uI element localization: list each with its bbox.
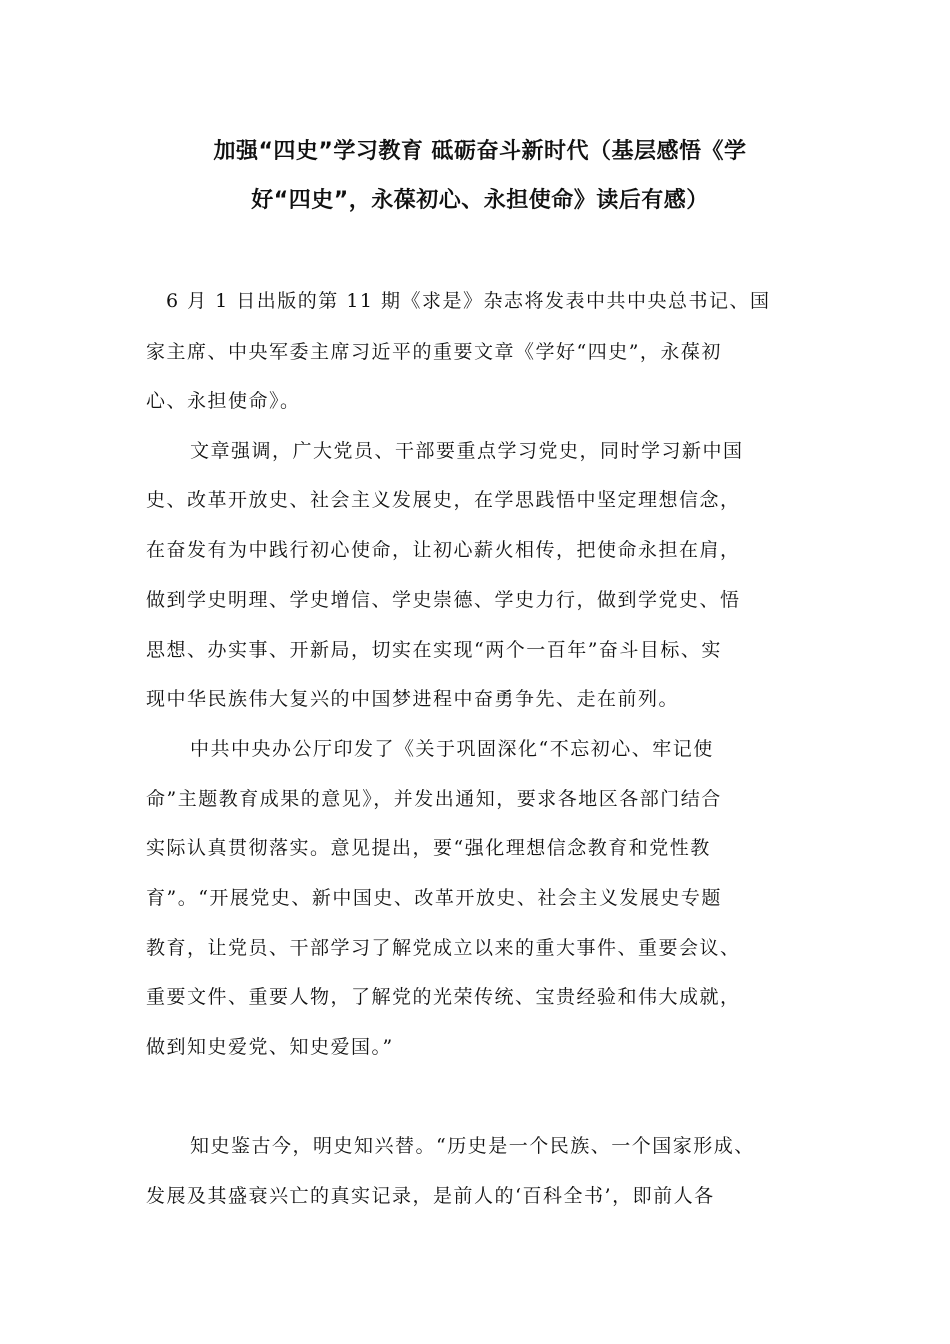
paragraph-3-line-5: 教育，让党员、干部学习了解党成立以来的重大事件、重要会议、 [146, 937, 741, 959]
paragraph-2-line-5: 思想、办实事、开新局，切实在实现“两个一百年”奋斗目标、实 [146, 639, 722, 661]
paragraph-3-line-4: 育”。“开展党史、新中国史、改革开放史、社会主义发展史专题 [146, 887, 722, 909]
paragraph-1-line-2: 家主席、中央军委主席习近平的重要文章《学好“四史”，永葆初 [146, 341, 722, 363]
paragraph-2-line-1: 文章强调，广大党员、干部要重点学习党史，同时学习新中国 [190, 440, 744, 462]
paragraph-3-line-6: 重要文件、重要人物，了解党的光荣传统、宝贵经验和伟大成就， [146, 986, 741, 1008]
paragraph-2-line-3: 在奋发有为中践行初心使命，让初心薪火相传，把使命永担在肩， [146, 539, 741, 561]
paragraph-4-line-2: 发展及其盛衰兴亡的真实记录，是前人的‘百科全书’，即前人各 [146, 1185, 715, 1207]
paragraph-3-line-1: 中共中央办公厅印发了《关于巩固深化“不忘初心、牢记使 [190, 738, 714, 760]
paragraph-4-line-1: 知史鉴古今，明史知兴替。“历史是一个民族、一个国家形成、 [190, 1135, 755, 1157]
document-title-line-1: 加强“四史”学习教育 砥砺奋斗新时代（基层感悟《学 [213, 139, 747, 164]
document-title-line-2: 好“四史”，永葆初心、永担使命》读后有感） [251, 188, 709, 213]
paragraph-1-line-3: 心、永担使命》。 [146, 390, 301, 412]
paragraph-3-line-3: 实际认真贯彻落实。意见提出，要“强化理想信念教育和党性教 [146, 837, 711, 859]
paragraph-2-line-4: 做到学史明理、学史增信、学史崇德、学史力行，做到学党史、悟 [146, 589, 741, 611]
paragraph-1-line-1: 6 月 1 日出版的第 11 期《求是》杂志将发表中共中央总书记、国 [166, 290, 771, 312]
paragraph-3-line-2: 命”主题教育成果的意见》，并发出通知，要求各地区各部门结合 [146, 788, 722, 810]
paragraph-3-line-7: 做到知史爱党、知史爱国。” [146, 1036, 394, 1058]
paragraph-2-line-2: 史、改革开放史、社会主义发展史，在学思践悟中坚定理想信念， [146, 489, 741, 511]
paragraph-2-line-6: 现中华民族伟大复兴的中国梦进程中奋勇争先、走在前列。 [146, 688, 680, 710]
